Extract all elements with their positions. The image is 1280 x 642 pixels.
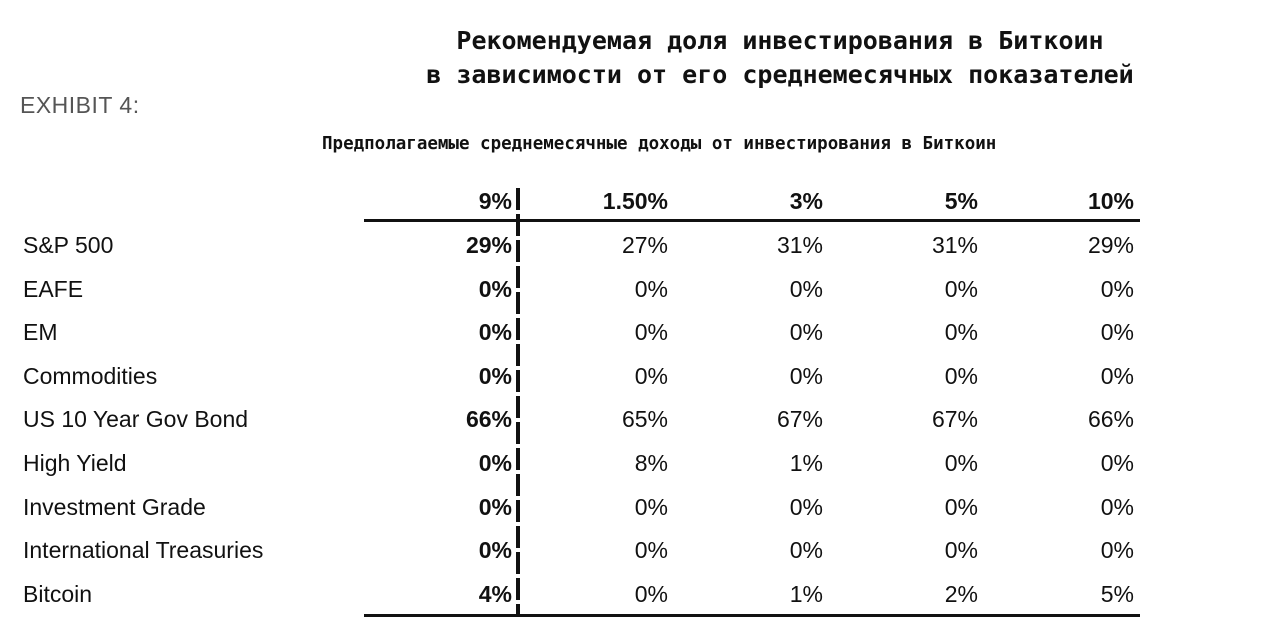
table-cell: 29% bbox=[1087, 232, 1134, 258]
row-label: EM bbox=[23, 319, 58, 346]
table-cell-baseline: 0% bbox=[478, 275, 512, 302]
table-cell: 8% bbox=[634, 450, 668, 476]
row-label: Bitcoin bbox=[23, 580, 93, 607]
table-cell: 2% bbox=[944, 580, 978, 607]
table-cell: 0% bbox=[1100, 537, 1134, 564]
row-label: S&P 500 bbox=[23, 232, 114, 258]
table-cell: 0% bbox=[1100, 362, 1134, 389]
chart-title-line-1: Рекомендуемая доля инвестирования в Биткоин bbox=[456, 26, 1104, 55]
column-header-baseline: 9% bbox=[478, 188, 512, 214]
table-cell-baseline: 0% bbox=[478, 319, 512, 346]
table-cell: 31% bbox=[931, 232, 978, 258]
column-header-3: 5% bbox=[944, 188, 978, 214]
row-label: International Treasuries bbox=[23, 537, 264, 564]
row-label: High Yield bbox=[23, 450, 127, 476]
table-cell: 0% bbox=[789, 275, 823, 302]
table-cell: 0% bbox=[944, 537, 978, 564]
table-cell: 0% bbox=[944, 319, 978, 346]
table-cell: 0% bbox=[789, 362, 823, 389]
table-cell: 31% bbox=[776, 232, 823, 258]
row-label: EAFE bbox=[23, 275, 84, 302]
chart-title bbox=[330, 24, 1230, 92]
table-cell: 0% bbox=[1100, 275, 1134, 302]
table-cell: 0% bbox=[634, 580, 668, 607]
table-cell: 0% bbox=[944, 493, 978, 520]
table-cell-baseline: 0% bbox=[478, 537, 512, 564]
table-cell: 0% bbox=[789, 319, 823, 346]
table-cell: 0% bbox=[944, 275, 978, 302]
row-label: Investment Grade bbox=[23, 493, 206, 520]
chart-subtitle: Предполагаемые среднемесячные доходы от инвестирования в Биткоин bbox=[322, 134, 997, 154]
table-cell-baseline: 29% bbox=[465, 232, 512, 258]
table-cell: 5% bbox=[1100, 580, 1134, 607]
table-cell-baseline: 66% bbox=[465, 406, 512, 433]
baseline-column-divider bbox=[516, 188, 520, 616]
table-cell: 0% bbox=[634, 537, 668, 564]
table-cell: 0% bbox=[1100, 319, 1134, 346]
column-header-4: 10% bbox=[1087, 188, 1134, 214]
column-header-1: 1.50% bbox=[602, 188, 668, 214]
table-cell: 0% bbox=[1100, 450, 1134, 476]
table-cell: 0% bbox=[944, 362, 978, 389]
table-cell-baseline: 0% bbox=[478, 450, 512, 476]
table-cell: 0% bbox=[789, 493, 823, 520]
table-cell: 0% bbox=[789, 537, 823, 564]
table-cell: 0% bbox=[944, 450, 978, 476]
footer-rule bbox=[364, 614, 1140, 617]
column-header-2: 3% bbox=[789, 188, 823, 214]
table-cell: 1% bbox=[789, 580, 823, 607]
table-cell: 0% bbox=[634, 319, 668, 346]
table-cell: 27% bbox=[621, 232, 668, 258]
table-cell-baseline: 0% bbox=[478, 493, 512, 520]
chart-title-line-2: в зависимости от его среднемесячных показателей bbox=[426, 60, 1134, 89]
table-cell: 0% bbox=[634, 275, 668, 302]
table-cell-baseline: 4% bbox=[478, 580, 512, 607]
row-label: US 10 Year Gov Bond bbox=[23, 406, 249, 433]
table-cell-baseline: 0% bbox=[478, 362, 512, 389]
table-cell: 66% bbox=[1087, 406, 1134, 433]
table-cell: 0% bbox=[1100, 493, 1134, 520]
table-cell: 0% bbox=[634, 493, 668, 520]
table-cell: 65% bbox=[621, 406, 668, 433]
exhibit-label: EXHIBIT 4: bbox=[20, 92, 140, 118]
row-label: Commodities bbox=[23, 362, 158, 389]
table-cell: 67% bbox=[931, 406, 978, 433]
table-cell: 1% bbox=[789, 450, 823, 476]
table-cell: 67% bbox=[776, 406, 823, 433]
header-rule bbox=[364, 219, 1140, 222]
table-cell: 0% bbox=[634, 362, 668, 389]
